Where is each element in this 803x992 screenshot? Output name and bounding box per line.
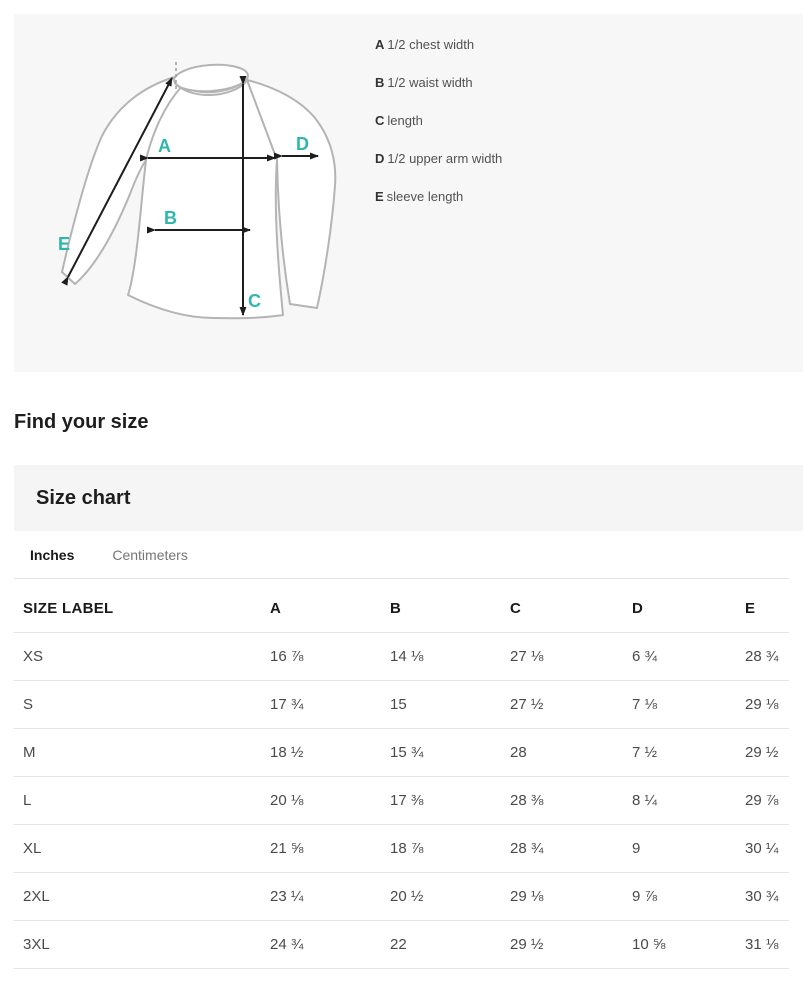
measurement-cell: 20 ½ — [390, 873, 510, 921]
table-row-s — [14, 681, 789, 729]
measurement-cell: 17 ⅜ — [390, 777, 510, 825]
measurement-cell: 29 ⅛ — [745, 681, 789, 729]
tab-inches[interactable]: Inches — [30, 546, 75, 563]
diagram-marker-a: A — [158, 136, 171, 156]
tab-centimeters[interactable]: Centimeters — [112, 546, 188, 563]
size-label-cell: L — [14, 777, 270, 825]
table-row-m — [14, 729, 789, 777]
size-label-cell: S — [14, 681, 270, 729]
unit-tabs — [14, 531, 789, 579]
measurement-cell: 15 ¾ — [390, 729, 510, 777]
measurement-cell: 27 ½ — [510, 681, 632, 729]
legend-item-c — [375, 114, 502, 128]
measurement-cell: 18 ⅞ — [390, 825, 510, 873]
column-header-e: E — [745, 579, 789, 633]
measurement-cell: 15 — [390, 681, 510, 729]
size-label-cell: 2XL — [14, 873, 270, 921]
measurement-cell: 9 ⅞ — [632, 873, 745, 921]
legend-letter: B — [375, 75, 385, 90]
measurement-cell: 22 — [390, 921, 510, 969]
measurement-cell: 31 ⅛ — [745, 921, 789, 969]
measurement-cell: 6 ¾ — [632, 633, 745, 681]
legend-letter: D — [375, 151, 385, 166]
legend-label: sleeve length — [386, 189, 464, 204]
measurement-cell: 18 ½ — [270, 729, 390, 777]
size-chart-title: Size chart — [36, 486, 131, 509]
size-chart-header — [14, 465, 803, 531]
column-header-b: B — [390, 579, 510, 633]
measurement-cell: 16 ⅞ — [270, 633, 390, 681]
legend-letter: E — [375, 189, 384, 204]
table-header-row — [14, 579, 789, 633]
measurement-cell: 27 ⅛ — [510, 633, 632, 681]
column-header-size-label: SIZE LABEL — [14, 579, 270, 633]
table-row-2xl — [14, 873, 789, 921]
size-label-cell: XL — [14, 825, 270, 873]
table-row-l — [14, 777, 789, 825]
diagram-marker-b: B — [164, 208, 177, 228]
measurement-cell: 14 ⅛ — [390, 633, 510, 681]
legend-item-a — [375, 38, 502, 52]
measurement-cell: 9 — [632, 825, 745, 873]
diagram-marker-d: D — [296, 134, 309, 154]
measurement-cell: 24 ¾ — [270, 921, 390, 969]
table-row-xl — [14, 825, 789, 873]
measurement-cell: 29 ⅞ — [745, 777, 789, 825]
measurement-cell: 30 ¼ — [745, 825, 789, 873]
measurement-cell: 10 ⅝ — [632, 921, 745, 969]
measurement-cell: 28 ¾ — [745, 633, 789, 681]
measurement-cell: 28 ¾ — [510, 825, 632, 873]
size-label-cell: M — [14, 729, 270, 777]
legend-item-b — [375, 76, 502, 90]
legend-label: 1/2 chest width — [387, 37, 475, 52]
measurement-cell: 8 ¼ — [632, 777, 745, 825]
measurement-cell: 21 ⅝ — [270, 825, 390, 873]
measurement-cell: 28 — [510, 729, 632, 777]
legend-label: length — [387, 113, 423, 128]
measurement-diagram-panel — [14, 14, 803, 372]
measurement-cell: 17 ¾ — [270, 681, 390, 729]
measurement-cell: 7 ½ — [632, 729, 745, 777]
size-table — [14, 579, 789, 969]
column-header-d: D — [632, 579, 745, 633]
legend-item-d — [375, 152, 502, 166]
measurement-cell: 20 ⅛ — [270, 777, 390, 825]
shirt-outline — [62, 62, 335, 318]
column-header-a: A — [270, 579, 390, 633]
legend-label: 1/2 waist width — [387, 75, 473, 90]
size-label-cell: 3XL — [14, 921, 270, 969]
diagram-marker-c: C — [248, 291, 261, 311]
size-chart-card — [14, 465, 803, 969]
legend-label: 1/2 upper arm width — [387, 151, 503, 166]
measurement-cell: 28 ⅜ — [510, 777, 632, 825]
column-header-c: C — [510, 579, 632, 633]
measurement-cell: 30 ¾ — [745, 873, 789, 921]
measurement-cell: 29 ½ — [745, 729, 789, 777]
page-title: Find your size — [14, 411, 149, 433]
legend-letter: C — [375, 113, 385, 128]
measurement-cell: 29 ⅛ — [510, 873, 632, 921]
diagram-marker-e: E — [58, 234, 71, 254]
measurement-legend — [375, 38, 502, 228]
measurement-cell: 7 ⅛ — [632, 681, 745, 729]
measurement-cell: 29 ½ — [510, 921, 632, 969]
size-label-cell: XS — [14, 633, 270, 681]
measurement-cell: 23 ¼ — [270, 873, 390, 921]
size-guide-page — [0, 14, 803, 969]
legend-item-e — [375, 190, 502, 204]
table-row-3xl — [14, 921, 789, 969]
table-row-xs — [14, 633, 789, 681]
legend-letter: A — [375, 37, 385, 52]
